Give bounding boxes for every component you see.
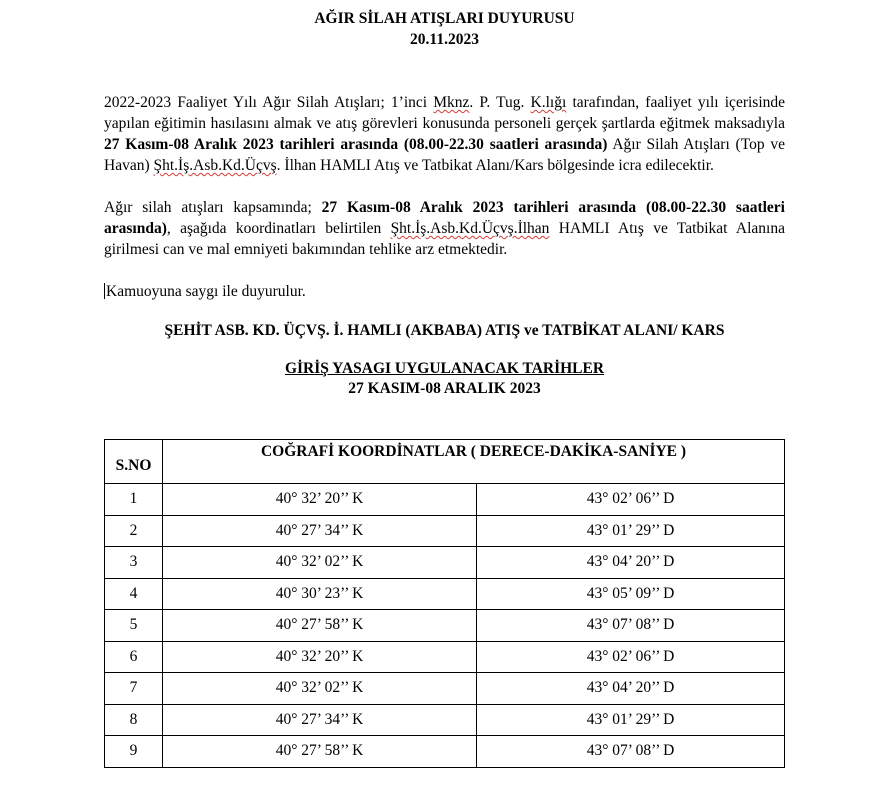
para2-text-1: Ağır silah atışları kapsamında; [104,199,322,216]
cell-sno: 7 [105,673,163,705]
paragraph-1 [104,92,785,176]
para1-text-1: 2022-2023 Faaliyet Yılı Ağır Silah Atışları; 1’inci [104,94,434,111]
cell-latitude: 40° 30’ 23’’ K [163,578,477,610]
para2-text-2: , aşağıda koordinatları belirtilen [166,220,391,237]
para1-bold-dates: 27 Kasım-08 Aralık 2023 tarihleri arasında (08.00-22.30 saatleri arasında) [104,136,608,153]
column-header-sno: S.NO [105,440,163,484]
cell-sno: 8 [105,704,163,736]
table-row [105,515,785,547]
document-date: 20.11.2023 [410,31,479,48]
para1-misspelled-2[interactable]: K.lığı [530,94,567,111]
table-row [105,578,785,610]
table-row [105,610,785,642]
text-cursor [104,283,105,299]
cell-latitude: 40° 32’ 20’’ K [163,641,477,673]
table-row [105,673,785,705]
cell-latitude: 40° 27’ 58’’ K [163,736,477,768]
paragraph-3[interactable] [104,281,785,302]
cell-sno: 3 [105,547,163,579]
para1-text-4: Ağır Silah Atışları (Top ve Havan) [104,136,785,174]
paragraph-2 [104,197,785,260]
cell-latitude: 40° 27’ 34’’ K [163,704,477,736]
para2-bold-dates: 27 Kasım-08 Aralık 2023 tarihleri arasında (08.00-22.30 saatleri arasında) [104,199,785,237]
ban-heading: GİRİŞ YASAGI UYGULANACAK TARİHLER [284,360,605,377]
para2-text-3: HAMLI Atış ve Tatbikat Alanına girilmesi can ve mal emniyeti bakımından tehlike arz etmektedir. [104,220,785,258]
column-header-coordinates: COĞRAFİ KOORDİNATLAR ( DERECE-DAKİKA-SANİYE ) [163,440,785,484]
cell-longitude: 43° 02’ 06’’ D [477,484,785,516]
para3-text: Kamuoyuna saygı ile duyurulur. [106,283,306,300]
cell-latitude: 40° 32’ 02’’ K [163,547,477,579]
para2-misspelled-1[interactable]: Şht.İş.Asb.Kd.Üçvş.İlhan [390,220,550,237]
para1-misspelled-3[interactable]: Şht.İş.Asb.Kd.Üçvş [153,157,277,174]
coordinates-table [104,439,785,768]
cell-sno: 4 [105,578,163,610]
cell-longitude: 43° 01’ 29’’ D [477,515,785,547]
cell-latitude: 40° 27’ 58’’ K [163,610,477,642]
table-body [105,484,785,768]
para1-text-5: . İlhan HAMLI Atış ve Tatbikat Alanı/Kars bölgesinde icra edilecektir. [276,157,714,174]
cell-latitude: 40° 32’ 02’’ K [163,673,477,705]
cell-longitude: 43° 01’ 29’’ D [477,704,785,736]
cell-longitude: 43° 05’ 09’’ D [477,578,785,610]
table-row [105,641,785,673]
cell-sno: 9 [105,736,163,768]
cell-latitude: 40° 32’ 20’’ K [163,484,477,516]
table-row [105,484,785,516]
para1-text-2: . P. Tug. [469,94,531,111]
area-heading: ŞEHİT ASB. KD. ÜÇVŞ. İ. HAMLI (AKBABA) ATIŞ ve TATBİKAT ALANI/ KARS [164,322,725,339]
cell-longitude: 43° 04’ 20’’ D [477,547,785,579]
table-row [105,704,785,736]
table-header-row [105,440,785,484]
para1-misspelled-1[interactable]: Mknz [433,94,470,111]
cell-longitude: 43° 07’ 08’’ D [477,736,785,768]
document-page [104,8,785,399]
cell-sno: 2 [105,515,163,547]
table-row [105,736,785,768]
cell-longitude: 43° 07’ 08’’ D [477,610,785,642]
cell-longitude: 43° 04’ 20’’ D [477,673,785,705]
ban-dates: 27 KASIM-08 ARALIK 2023 [348,380,541,397]
para1-text-3: tarafından, faaliyet yılı içerisinde yapılan eğitimin hasılasını almak ve atış görevleri konusunda personeli gerçek şartlarda eğitmek maksadıyla [104,94,786,132]
cell-latitude: 40° 27’ 34’’ K [163,515,477,547]
cell-longitude: 43° 02’ 06’’ D [477,641,785,673]
document-title: AĞIR SİLAH ATIŞLARI DUYURUSU [314,10,575,27]
cell-sno: 5 [105,610,163,642]
cell-sno: 6 [105,641,163,673]
table-row [105,547,785,579]
cell-sno: 1 [105,484,163,516]
